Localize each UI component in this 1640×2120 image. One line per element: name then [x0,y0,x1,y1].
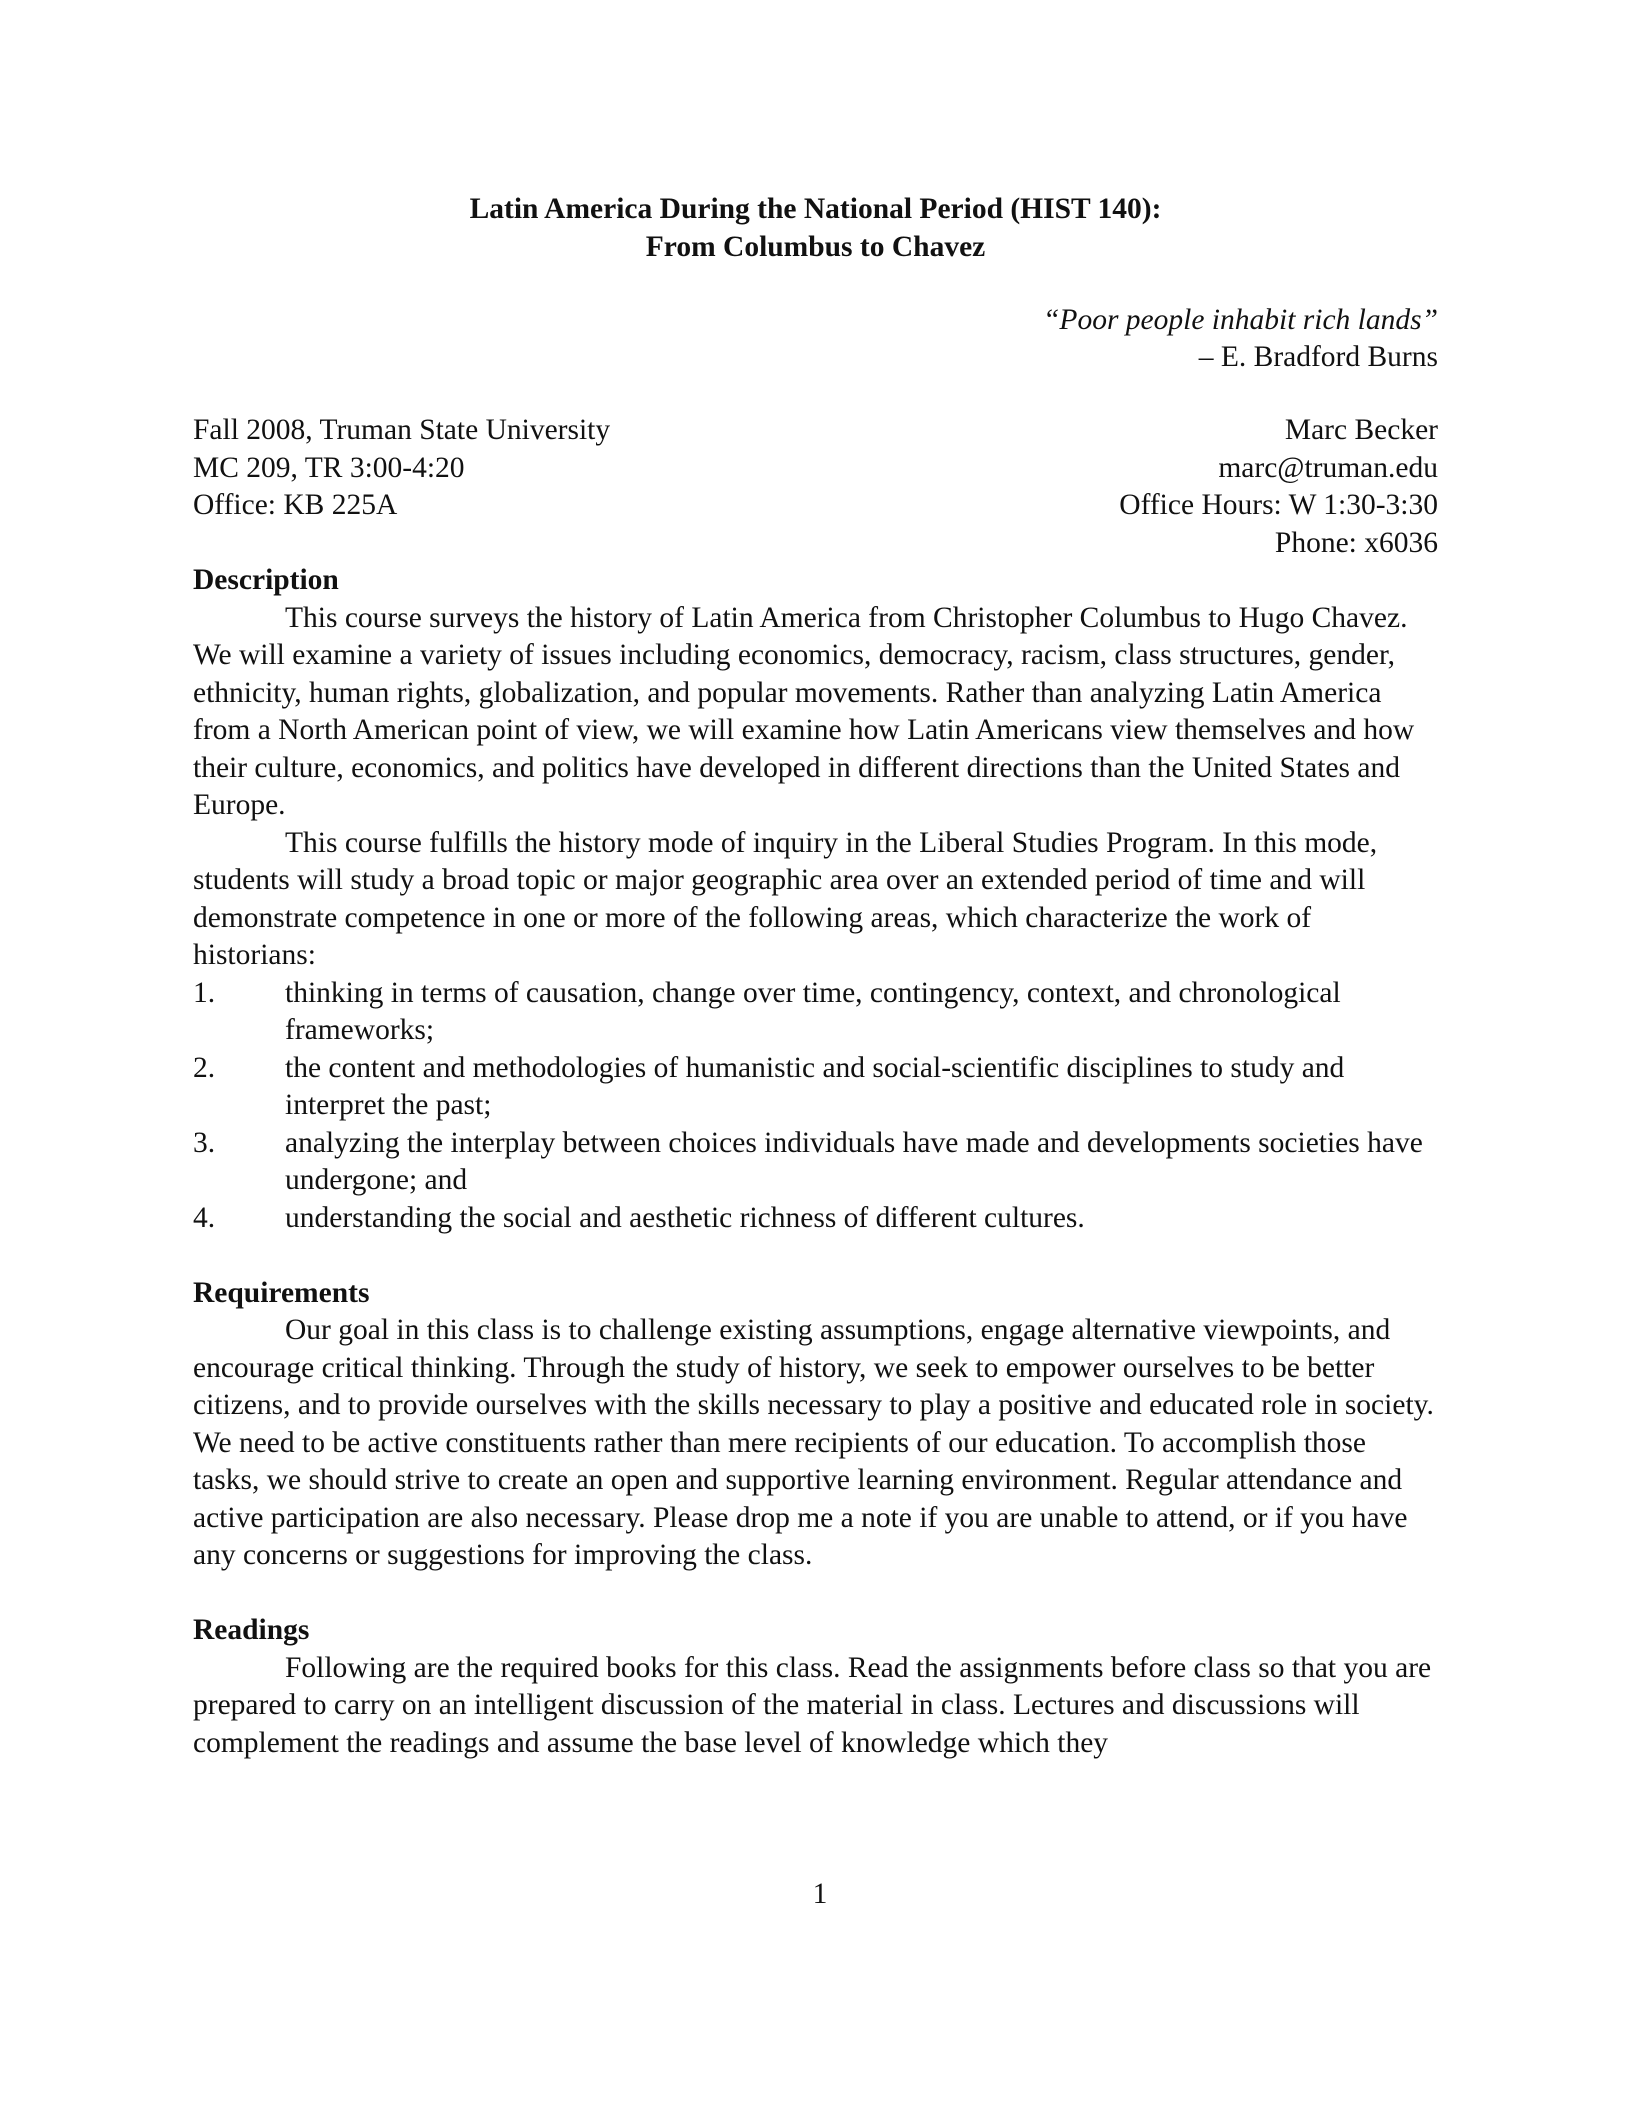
page-number: 1 [812,1878,828,1910]
description-section [193,562,1438,1237]
readings-heading: Readings [193,1614,310,1646]
list-item-text: analyzing the interplay between choices individuals have made and developments societies have undergone; and [285,1126,1423,1196]
course-info [193,412,1438,562]
list-item [193,975,1438,1050]
title-line-2: From Columbus to Chavez [645,231,986,263]
epigraph-author: – E. Bradford Burns [1198,341,1438,373]
requirements-paragraph: Our goal in this class is to challenge existing assumptions, engage alternative viewpoints, and encourage critical thinking. Through the study of history, we seek to empower ourselves to be better citizens, and to provide ourselves with the skills necessary to play a positive and educated role in society. We need to be active constituents rather than mere recipients of our education. To accomplish those tasks, we should strive to create an open and supportive learning environment. Regular attendance and active participation are also necessary. Please drop me a note if you are unable to attend, or if you have any concerns or suggestions for improving the class. [193,1314,1434,1571]
list-item [193,1200,1438,1238]
course-info-right [1119,412,1438,562]
description-paragraph-1: This course surveys the history of Latin America from Christopher Columbus to Hugo Chavez. We will examine a variety of issues including economics, democracy, racism, class structures, gender, ethnicity, human rights, globalization, and popular movements. Rather than analyzing Latin America from a North American point of view, we will examine how Latin Americans view themselves and how their culture, economics, and politics have developed in different directions than the United States and Europe. [193,601,1415,821]
list-item [193,1125,1438,1200]
title-line-1: Latin America During the National Period (HIST 140): [469,193,1162,225]
competence-list [193,975,1438,1238]
description-paragraph-2: This course fulfills the history mode of inquiry in the Liberal Studies Program. In this mode, students will study a broad topic or major geographic area over an extended period of time and will demonstrate competence in one or more of the following areas, which characterize the work of historians: [193,826,1378,971]
list-item-number: 4. [193,1201,216,1234]
list-item-number: 2. [193,1051,216,1084]
instructor-email: marc@truman.edu [1218,451,1438,484]
readings-paragraph: Following are the required books for this class. Read the assignments before class so that you are prepared to carry on an intelligent discussion of the material in class. Lectures and discussions will complement the readings and assume the base level of knowledge which they [193,1651,1432,1759]
requirements-heading: Requirements [193,1276,370,1309]
list-item-text: the content and methodologies of humanistic and social-scientific disciplines to study and interpret the past; [285,1051,1345,1121]
epigraph-quote: “Poor people inhabit rich lands” [1043,304,1438,336]
document-page [193,190,1438,1762]
description-heading: Description [193,564,339,596]
requirements-section [193,1275,1438,1575]
semester-line: Fall 2008, Truman State University [193,414,611,446]
readings-section [193,1612,1438,1762]
office-line: Office: KB 225A [193,489,398,521]
phone: Phone: x6036 [1274,526,1438,559]
list-item-text: understanding the social and aesthetic richness of different cultures. [285,1201,1085,1234]
list-item [193,1050,1438,1125]
title-block [193,190,1438,266]
office-hours: Office Hours: W 1:30-3:30 [1119,489,1438,521]
course-info-left [193,412,610,562]
list-item-number: 1. [193,976,216,1009]
list-item-text: thinking in terms of causation, change over time, contingency, context, and chronological frameworks; [285,976,1341,1046]
schedule-line: MC 209, TR 3:00-4:20 [193,451,465,484]
epigraph [193,302,1438,376]
list-item-number: 3. [193,1126,216,1159]
instructor-name: Marc Becker [1284,414,1438,446]
